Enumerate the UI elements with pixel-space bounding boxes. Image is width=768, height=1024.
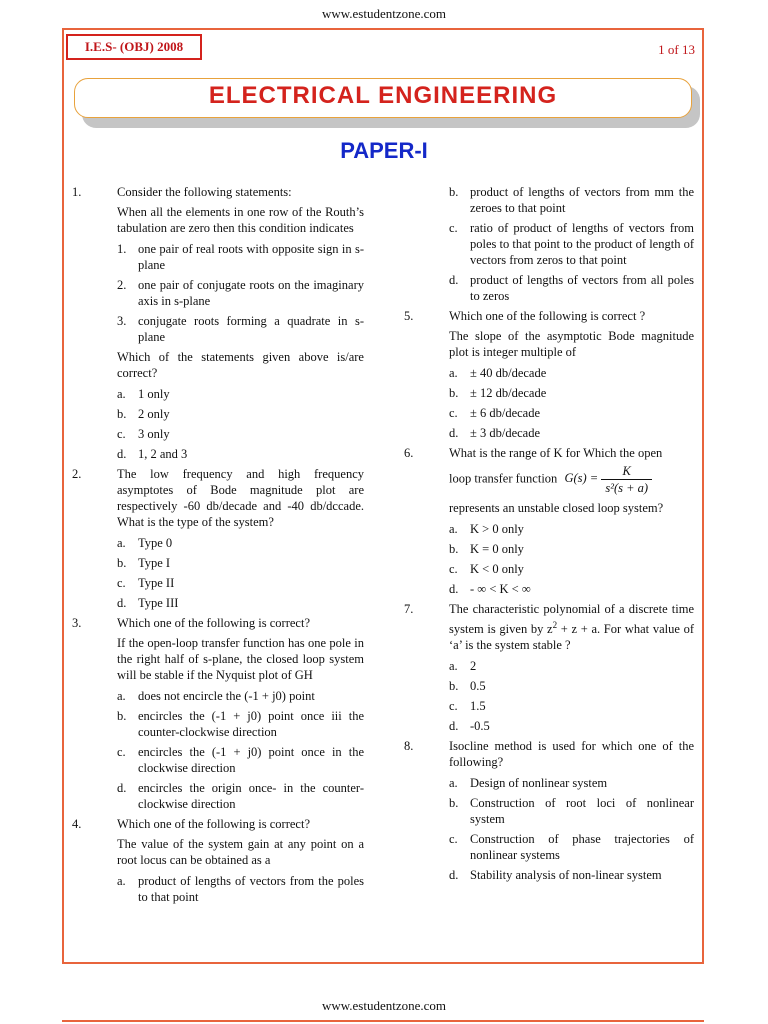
statement — [72, 313, 364, 345]
question-stem-2: When all the elements in one row of the Routh’s tabulation are zero then this condition indicates — [117, 205, 364, 235]
statement-number: 3. — [117, 314, 127, 328]
option-letter: d. — [117, 447, 127, 461]
option-letter: a. — [449, 659, 458, 674]
option — [72, 446, 364, 462]
statement — [72, 277, 364, 309]
option-text: Stability analysis of non-linear system — [470, 868, 662, 883]
question-stem: Isocline method is used for which one of the following? — [449, 739, 694, 770]
option-text: K = 0 only — [470, 542, 524, 556]
option — [404, 405, 694, 421]
statement-text: conjugate roots forming a quadrate in s-plane — [138, 314, 364, 344]
question-6 — [404, 445, 694, 516]
option-text: 1.5 — [470, 699, 486, 714]
question-8 — [404, 738, 694, 770]
option-text: K > 0 only — [470, 522, 524, 536]
option-text: Type 0 — [138, 536, 173, 550]
question-5 — [404, 308, 694, 360]
option-letter: b. — [449, 796, 459, 811]
option — [72, 595, 364, 611]
footer-url: www.estudentzone.com — [321, 998, 447, 1013]
question-stem-part: The characteristic polynomial of a discrete time system is given by z — [449, 602, 694, 637]
option-letter: a. — [117, 536, 126, 550]
option — [404, 831, 694, 863]
option-letter: b. — [449, 185, 459, 199]
question-stem-2: The value of the system gain at any point on a root locus can be obtained as a — [117, 837, 364, 867]
statement-number: 2. — [117, 278, 127, 292]
option-text: ± 12 db/decade — [470, 386, 547, 400]
option-text: Construction of root loci of nonlinear system — [470, 796, 694, 827]
option-text: Type I — [138, 556, 171, 570]
question-number: 2. — [72, 467, 82, 481]
question-number: 5. — [404, 309, 414, 323]
option-text: Type II — [138, 576, 175, 590]
option — [72, 406, 364, 422]
header-url: www.estudentzone.com — [321, 6, 447, 21]
option-text: product of lengths of vectors from all poles to zeros — [470, 273, 694, 303]
option-letter: c. — [449, 221, 458, 235]
question-stem — [449, 601, 694, 653]
option — [72, 688, 364, 704]
option — [404, 775, 694, 791]
option-letter: b. — [117, 709, 127, 723]
question-1-ask — [72, 349, 364, 381]
question-number: 1. — [72, 185, 82, 199]
question-stem: The low frequency and high frequency asymptotes of Bode magnitude plot are respectively -60 db/decade and -40 db/dccade. What is the type of the system? — [117, 467, 364, 529]
question-number: 4. — [72, 817, 82, 831]
option — [404, 581, 694, 597]
option-text: K < 0 only — [470, 562, 524, 576]
option — [72, 426, 364, 442]
option — [72, 575, 364, 591]
option — [72, 555, 364, 571]
option-text: ± 40 db/decade — [470, 366, 547, 380]
option-text: 1 only — [138, 387, 170, 401]
question-1 — [72, 184, 364, 236]
statement-text: one pair of real roots with opposite sign in s-plane — [138, 242, 364, 272]
option-text: 1, 2 and 3 — [138, 447, 188, 461]
footer-rule — [62, 1020, 704, 1022]
statement-text: one pair of conjugate roots on the imaginary axis in s-plane — [138, 278, 364, 308]
question-stem: Which one of the following is correct? — [117, 817, 310, 831]
option-text: 3 only — [138, 427, 170, 441]
option-text: Design of nonlinear system — [470, 776, 608, 791]
option — [404, 867, 694, 883]
option — [404, 184, 694, 216]
option-letter: a. — [449, 366, 458, 380]
option-text: ± 6 db/decade — [470, 406, 541, 420]
option-text: encircles the (-1 + j0) point once in the clockwise direction — [138, 745, 364, 775]
transfer-function-line — [449, 463, 694, 496]
question-number: 3. — [72, 616, 82, 630]
option-letter: d. — [117, 781, 127, 795]
option-letter: a. — [117, 874, 126, 888]
option-letter: c. — [117, 427, 126, 441]
option-letter: c. — [449, 699, 458, 714]
option-text: Construction of phase trajectories of nonlinear systems — [470, 832, 694, 863]
question-stem-part: + z + a. For what value of ‘a’ is the system stable ? — [449, 622, 694, 653]
option — [72, 873, 364, 905]
option — [72, 535, 364, 551]
option-text: 2 — [470, 659, 477, 674]
option — [404, 658, 694, 674]
exam-tag: I.E.S- (OBJ) 2008 — [66, 34, 202, 60]
question-stem: What is the range of K for Which the open — [449, 446, 663, 460]
option-letter: a. — [117, 689, 126, 703]
option-letter: d. — [449, 868, 459, 883]
question-number: 7. — [404, 602, 414, 616]
question-stem: Which one of the following is correct? — [117, 616, 310, 630]
question-stem: Consider the following statements: — [117, 185, 292, 199]
option-letter: b. — [117, 407, 127, 421]
option-letter: c. — [117, 576, 126, 590]
page-number: 1 of 13 — [658, 42, 695, 57]
option — [404, 521, 694, 537]
option-letter: d. — [449, 426, 459, 440]
option — [404, 365, 694, 381]
question-number: 6. — [404, 446, 414, 460]
option-letter: d. — [449, 719, 459, 734]
option-letter: d. — [449, 273, 459, 287]
option-text: 2 only — [138, 407, 170, 421]
option-letter: c. — [449, 406, 458, 420]
option-text: product of lengths of vectors from the poles to that point — [138, 874, 364, 904]
equation-lhs: G(s) = — [564, 471, 599, 486]
option-text: 0.5 — [470, 679, 486, 694]
option-letter: a. — [117, 387, 126, 401]
question-stem-part: loop transfer function — [449, 471, 558, 486]
option-text: product of lengths of vectors from mm the zeroes to that point — [470, 185, 694, 215]
statement — [72, 241, 364, 273]
question-number: 8. — [404, 739, 414, 754]
right-column — [404, 184, 694, 887]
option-text: - ∞ < K < ∞ — [470, 582, 531, 596]
superscript: 2 — [552, 620, 558, 630]
option — [404, 385, 694, 401]
question-3 — [72, 615, 364, 683]
option — [72, 708, 364, 740]
option — [404, 541, 694, 557]
option-text: encircles the (-1 + j0) point once iii the counter-clockwise direction — [138, 709, 364, 739]
option-letter: c. — [449, 562, 458, 576]
equation-fraction — [601, 463, 652, 496]
option-letter: b. — [117, 556, 127, 570]
option-text: encircles the origin once- in the counter-clockwise direction — [138, 781, 364, 811]
equation-numerator: K — [601, 463, 652, 480]
paper-heading: PAPER-I — [340, 138, 428, 163]
option-letter: c. — [117, 745, 126, 759]
option-text: does not encircle the (-1 + j0) point — [138, 689, 315, 703]
statement-number: 1. — [117, 242, 127, 256]
option-text: -0.5 — [470, 719, 490, 734]
option-letter: a. — [449, 522, 458, 536]
option — [404, 718, 694, 734]
option-letter: d. — [449, 582, 459, 596]
question-4 — [72, 816, 364, 868]
option-text: ± 3 db/decade — [470, 426, 541, 440]
option — [72, 744, 364, 776]
option-letter: a. — [449, 776, 458, 791]
option — [404, 698, 694, 714]
question-2 — [72, 466, 364, 530]
question-stem-3: Which of the statements given above is/are correct? — [117, 350, 364, 380]
question-7 — [404, 601, 694, 653]
left-column — [72, 184, 364, 909]
equation-denominator: s²(s + a) — [605, 481, 649, 495]
option — [72, 386, 364, 402]
option-text: ratio of product of lengths of vectors from poles to that point to the product of length of vectors from zeros to that point — [470, 221, 694, 267]
option-letter: b. — [449, 542, 459, 556]
option-letter: b. — [449, 386, 459, 400]
option-letter: b. — [449, 679, 459, 694]
option-letter: d. — [117, 596, 127, 610]
option — [404, 561, 694, 577]
option — [404, 220, 694, 268]
question-stem: Which one of the following is correct ? — [449, 309, 646, 323]
option — [404, 678, 694, 694]
option — [404, 272, 694, 304]
option — [404, 425, 694, 441]
option — [404, 795, 694, 827]
option — [72, 780, 364, 812]
question-stem-2: If the open-loop transfer function has one pole in the right half of s-plane, the closed loop system will be stable if the Nyquist plot of GH — [117, 636, 364, 682]
option-letter: c. — [449, 832, 458, 847]
option-text: Type III — [138, 596, 179, 610]
question-stem-2: The slope of the asymptotic Bode magnitude plot is integer multiple of — [449, 329, 694, 359]
question-stem-3: represents an unstable closed loop system? — [449, 501, 664, 515]
document-title: ELECTRICAL ENGINEERING — [208, 82, 558, 109]
